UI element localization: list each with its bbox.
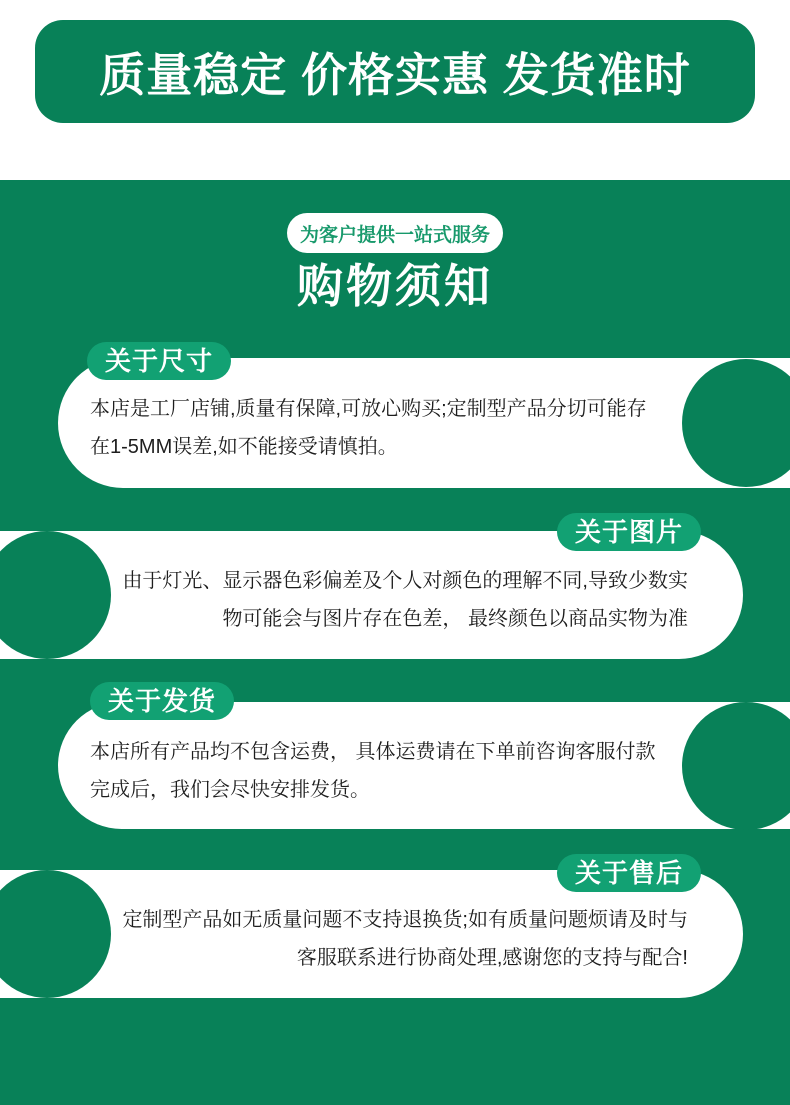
notice-line: 本店所有产品均不包含运费， 具体运费请在下单前咨询客服付款	[90, 740, 656, 763]
notice-line: 完成后，我们会尽快安排发货。	[90, 778, 370, 801]
notice-section	[0, 180, 790, 1105]
top-banner	[35, 20, 755, 123]
notice-card-shipping-text	[58, 702, 790, 829]
notice-card-shipping-body	[58, 702, 790, 829]
notice-line: 定制型产品如无质量问题不支持退换货;如有质量问题烦请及时与	[122, 909, 688, 931]
notice-line: 客服联系进行协商处理,感谢您的支持与配合!	[296, 947, 688, 969]
notice-tab-shipping: 关于发货	[90, 682, 234, 720]
notice-line: 本店是工厂店铺,质量有保障,可放心购买;定制型产品分切可能存	[90, 398, 647, 420]
service-badge-label: 为客户提供一站式服务	[299, 224, 490, 246]
notice-tab-picture: 关于图片	[557, 513, 701, 551]
notice-tab-aftersales: 关于售后	[557, 854, 701, 892]
notice-line: 在1-5MM误差,如不能接受请慎拍。	[90, 436, 398, 458]
banner-title: 质量稳定 价格实惠 发货准时	[99, 48, 691, 101]
service-badge	[287, 213, 503, 253]
notice-line: 由于灯光、显示器色彩偏差及个人对颜色的理解不同,导致少数实	[122, 570, 688, 592]
notice-tab-size: 关于尺寸	[87, 342, 231, 380]
notice-line: 物可能会与图片存在色差， 最终颜色以商品实物为准	[222, 608, 688, 630]
section-title: 购物须知	[297, 260, 493, 312]
